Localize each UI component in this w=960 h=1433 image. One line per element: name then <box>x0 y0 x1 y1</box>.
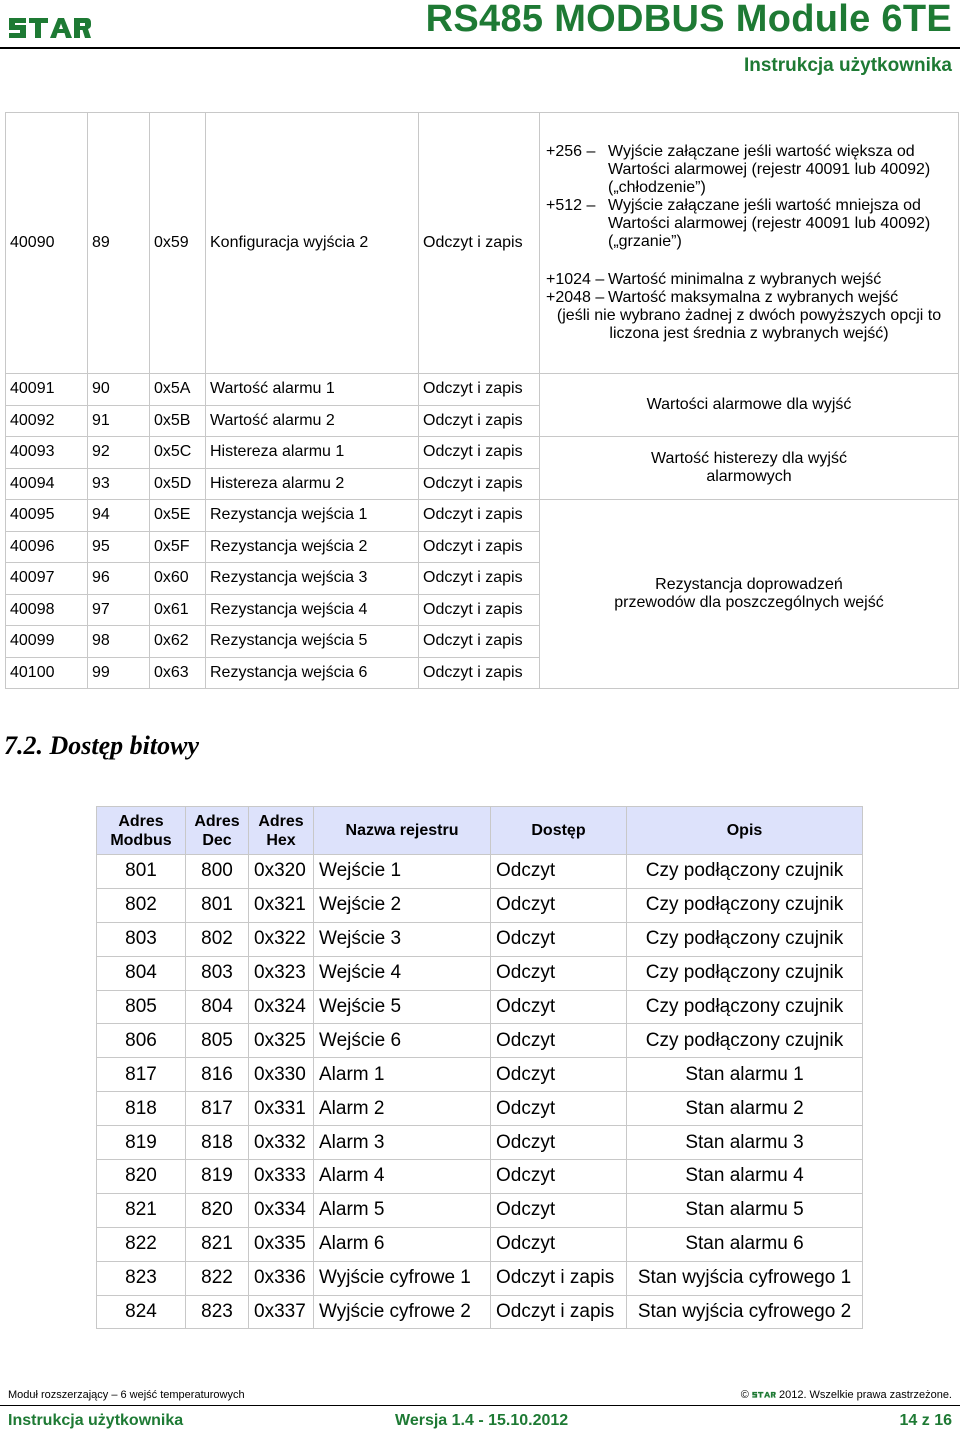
modbus-address-cell: 40098 <box>6 594 88 626</box>
copyright-symbol: © <box>740 1389 749 1401</box>
hex-address-cell: 0x62 <box>150 626 206 658</box>
dec-address-cell: 802 <box>186 922 249 956</box>
document-title: RS485 MODBUS Module 6TE <box>425 0 952 40</box>
dec-address-cell: 800 <box>186 855 249 889</box>
hex-address-cell: 0x320 <box>249 855 314 889</box>
modbus-address-cell: 40095 <box>6 500 88 532</box>
register-name-cell: Histereza alarmu 2 <box>206 468 419 500</box>
option-item <box>546 289 952 307</box>
access-cell: Odczyt i zapis <box>419 626 540 658</box>
hex-address-cell: 0x324 <box>249 990 314 1024</box>
modbus-address-cell: 40096 <box>6 531 88 563</box>
table-row <box>97 956 863 990</box>
dec-address-cell: 91 <box>88 405 150 437</box>
dec-address-cell: 98 <box>88 626 150 658</box>
register-name-cell: Rezystancja wejścia 3 <box>206 563 419 595</box>
footer-rule <box>0 1405 960 1406</box>
access-cell: Odczyt <box>491 1227 627 1261</box>
description-cell: Czy podłączony czujnik <box>627 1024 863 1058</box>
register-name-cell: Rezystancja wejścia 6 <box>206 657 419 689</box>
table-row <box>97 922 863 956</box>
hex-address-cell: 0x63 <box>150 657 206 689</box>
register-name-cell: Alarm 2 <box>314 1092 491 1126</box>
access-cell: Odczyt <box>491 1092 627 1126</box>
hex-address-cell: 0x335 <box>249 1227 314 1261</box>
table-row <box>6 374 959 406</box>
description-cell: Czy podłączony czujnik <box>627 956 863 990</box>
table-row <box>6 500 959 532</box>
table-row <box>97 888 863 922</box>
register-name-cell: Wejście 2 <box>314 888 491 922</box>
hex-address-cell: 0x59 <box>150 113 206 374</box>
option-text: Wartość maksymalna z wybranych wejść <box>608 289 899 306</box>
hex-address-cell: 0x61 <box>150 594 206 626</box>
table-row <box>97 855 863 889</box>
modbus-address-cell: 40094 <box>6 468 88 500</box>
modbus-address-cell: 805 <box>97 990 186 1024</box>
modbus-address-cell: 817 <box>97 1058 186 1092</box>
modbus-address-cell: 804 <box>97 956 186 990</box>
dec-address-cell: 95 <box>88 531 150 563</box>
bit-access-table <box>96 806 863 1329</box>
dec-address-cell: 821 <box>186 1227 249 1261</box>
access-cell: Odczyt i zapis <box>419 405 540 437</box>
dec-address-cell: 817 <box>186 1092 249 1126</box>
dec-address-cell: 93 <box>88 468 150 500</box>
bit-access-table-body <box>97 855 863 1329</box>
table-row <box>97 1058 863 1092</box>
table-row <box>97 1024 863 1058</box>
option-code: +512 – <box>546 197 596 214</box>
access-cell: Odczyt i zapis <box>419 437 540 469</box>
dec-address-cell: 804 <box>186 990 249 1024</box>
dec-address-cell: 803 <box>186 956 249 990</box>
option-item <box>546 271 952 289</box>
option-item <box>546 143 952 197</box>
register-name-cell: Wejście 6 <box>314 1024 491 1058</box>
access-cell: Odczyt <box>491 990 627 1024</box>
modbus-address-cell: 40090 <box>6 113 88 374</box>
column-header-access: Dostęp <box>491 807 627 855</box>
hex-address-cell: 0x5A <box>150 374 206 406</box>
table-row <box>97 1160 863 1194</box>
modbus-address-cell: 40093 <box>6 437 88 469</box>
access-cell: Odczyt i zapis <box>419 468 540 500</box>
dec-address-cell: 99 <box>88 657 150 689</box>
description-cell: Stan wyjścia cyfrowego 1 <box>627 1261 863 1295</box>
register-name-cell: Wejście 5 <box>314 990 491 1024</box>
dec-address-cell: 97 <box>88 594 150 626</box>
dec-address-cell: 816 <box>186 1058 249 1092</box>
description-cell: Stan alarmu 4 <box>627 1160 863 1194</box>
column-header-dec: Adres Dec <box>186 807 249 855</box>
access-cell: Odczyt i zapis <box>419 374 540 406</box>
hex-address-cell: 0x331 <box>249 1092 314 1126</box>
register-name-cell: Alarm 5 <box>314 1193 491 1227</box>
modbus-address-cell: 801 <box>97 855 186 889</box>
description-cell: Czy podłączony czujnik <box>627 922 863 956</box>
register-name-cell: Wejście 3 <box>314 922 491 956</box>
hex-address-cell: 0x323 <box>249 956 314 990</box>
table-header-row <box>97 807 863 855</box>
access-cell: Odczyt <box>491 922 627 956</box>
access-cell: Odczyt i zapis <box>491 1295 627 1329</box>
hex-address-cell: 0x333 <box>249 1160 314 1194</box>
access-cell: Odczyt <box>491 1024 627 1058</box>
access-cell: Odczyt <box>491 1193 627 1227</box>
footer-page-number: 14 z 16 <box>899 1412 952 1429</box>
access-cell: Odczyt i zapis <box>419 657 540 689</box>
modbus-address-cell: 821 <box>97 1193 186 1227</box>
option-note: (jeśli nie wybrano żadnej z dwóch powyższych opcji to liczona jest średnia z wybranych wejść) <box>556 307 942 342</box>
access-cell: Odczyt <box>491 855 627 889</box>
dec-address-cell: 801 <box>186 888 249 922</box>
access-cell: Odczyt i zapis <box>491 1261 627 1295</box>
modbus-address-cell: 820 <box>97 1160 186 1194</box>
modbus-address-cell: 40099 <box>6 626 88 658</box>
access-cell: Odczyt i zapis <box>419 594 540 626</box>
footer-version: Wersja 1.4 - 15.10.2012 <box>395 1412 569 1429</box>
star-logo <box>8 14 92 40</box>
register-name-cell: Alarm 6 <box>314 1227 491 1261</box>
access-cell: Odczyt i zapis <box>419 113 540 374</box>
modbus-address-cell: 823 <box>97 1261 186 1295</box>
column-header-description: Opis <box>627 807 863 855</box>
hex-address-cell: 0x5E <box>150 500 206 532</box>
register-name-cell: Rezystancja wejścia 2 <box>206 531 419 563</box>
table-row <box>97 990 863 1024</box>
header-rule <box>0 47 960 49</box>
register-name-cell: Wyjście cyfrowe 2 <box>314 1295 491 1329</box>
access-cell: Odczyt <box>491 956 627 990</box>
table-row <box>6 437 959 469</box>
register-name-cell: Rezystancja wejścia 1 <box>206 500 419 532</box>
table-row <box>97 1193 863 1227</box>
star-logo-small <box>752 1390 776 1399</box>
modbus-address-cell: 824 <box>97 1295 186 1329</box>
access-cell: Odczyt i zapis <box>419 563 540 595</box>
table-row <box>97 1295 863 1329</box>
table-row <box>97 1126 863 1160</box>
modbus-address-cell: 818 <box>97 1092 186 1126</box>
description-cell: Stan alarmu 3 <box>627 1126 863 1160</box>
table-row <box>6 113 959 374</box>
register-name-cell: Alarm 1 <box>314 1058 491 1092</box>
option-item <box>546 197 952 251</box>
modbus-address-cell: 806 <box>97 1024 186 1058</box>
hex-address-cell: 0x337 <box>249 1295 314 1329</box>
modbus-address-cell: 822 <box>97 1227 186 1261</box>
option-code: +256 – <box>546 143 596 160</box>
resistance-description-text: Rezystancja doprowadzeń przewodów dla poszczególnych wejść <box>614 576 884 611</box>
dec-address-cell: 820 <box>186 1193 249 1227</box>
footer-copyright <box>741 1389 952 1401</box>
dec-address-cell: 823 <box>186 1295 249 1329</box>
modbus-address-cell: 40100 <box>6 657 88 689</box>
register-name-cell: Rezystancja wejścia 5 <box>206 626 419 658</box>
option-text: Wyjście załączane jeśli wartość większa od Wartości alarmowej (rejestr 40091 lub 40092) („chłodzenie”) <box>608 143 931 196</box>
column-header-hex: Adres Hex <box>249 807 314 855</box>
register-name-cell: Wartość alarmu 2 <box>206 405 419 437</box>
hex-address-cell: 0x60 <box>150 563 206 595</box>
hex-address-cell: 0x336 <box>249 1261 314 1295</box>
option-code: +1024 – <box>546 271 605 288</box>
document-subtitle: Instrukcja użytkownika <box>743 55 952 76</box>
hysteresis-description <box>540 437 959 500</box>
hex-address-cell: 0x325 <box>249 1024 314 1058</box>
modbus-address-cell: 802 <box>97 888 186 922</box>
hex-address-cell: 0x5D <box>150 468 206 500</box>
hex-address-cell: 0x334 <box>249 1193 314 1227</box>
register-name-cell: Wyjście cyfrowe 1 <box>314 1261 491 1295</box>
copyright-text: 2012. Wszelkie prawa zastrzeżone. <box>778 1389 952 1401</box>
access-cell: Odczyt <box>491 1126 627 1160</box>
hex-address-cell: 0x5F <box>150 531 206 563</box>
dec-address-cell: 89 <box>88 113 150 374</box>
access-cell: Odczyt i zapis <box>419 500 540 532</box>
register-name-cell: Wejście 1 <box>314 855 491 889</box>
modbus-address-cell: 40092 <box>6 405 88 437</box>
option-text: Wartość minimalna z wybranych wejść <box>608 271 882 288</box>
hex-address-cell: 0x322 <box>249 922 314 956</box>
hex-address-cell: 0x321 <box>249 888 314 922</box>
dec-address-cell: 805 <box>186 1024 249 1058</box>
table-row <box>97 1092 863 1126</box>
register-table-continued <box>5 112 959 689</box>
modbus-address-cell: 819 <box>97 1126 186 1160</box>
column-header-name: Nazwa rejestru <box>314 807 491 855</box>
description-cell: Stan alarmu 5 <box>627 1193 863 1227</box>
dec-address-cell: 819 <box>186 1160 249 1194</box>
modbus-address-cell: 40091 <box>6 374 88 406</box>
footer-manual: Instrukcja użytkownika <box>8 1412 184 1429</box>
register-name-cell: Rezystancja wejścia 4 <box>206 594 419 626</box>
description-cell: Czy podłączony czujnik <box>627 888 863 922</box>
option-code: +2048 – <box>546 289 605 306</box>
dec-address-cell: 822 <box>186 1261 249 1295</box>
register-name-cell: Alarm 4 <box>314 1160 491 1194</box>
column-header-modbus: Adres Modbus <box>97 807 186 855</box>
register-name-cell: Alarm 3 <box>314 1126 491 1160</box>
table-row <box>97 1227 863 1261</box>
modbus-address-cell: 40097 <box>6 563 88 595</box>
alarm-values-description: Wartości alarmowe dla wyjść <box>540 374 959 437</box>
access-cell: Odczyt <box>491 1160 627 1194</box>
dec-address-cell: 90 <box>88 374 150 406</box>
section-heading: 7.2. Dostęp bitowy <box>4 731 199 760</box>
option-text: Wyjście załączane jeśli wartość mniejsza od Wartości alarmowej (rejestr 40091 lub 40092) („grzanie”) <box>608 197 931 250</box>
register-name-cell: Histereza alarmu 1 <box>206 437 419 469</box>
register-name-cell: Wartość alarmu 1 <box>206 374 419 406</box>
resistance-description <box>540 500 959 689</box>
register-name-cell: Wejście 4 <box>314 956 491 990</box>
access-cell: Odczyt <box>491 888 627 922</box>
description-cell: Czy podłączony czujnik <box>627 990 863 1024</box>
footer-module-name: Moduł rozszerzający – 6 wejść temperaturowych <box>8 1389 245 1401</box>
hex-address-cell: 0x5B <box>150 405 206 437</box>
access-cell: Odczyt <box>491 1058 627 1092</box>
dec-address-cell: 96 <box>88 563 150 595</box>
register-name-cell: Konfiguracja wyjścia 2 <box>206 113 419 374</box>
hex-address-cell: 0x5C <box>150 437 206 469</box>
dec-address-cell: 818 <box>186 1126 249 1160</box>
description-cell: Czy podłączony czujnik <box>627 855 863 889</box>
hysteresis-description-text: Wartość histerezy dla wyjść alarmowych <box>651 450 847 485</box>
hex-address-cell: 0x332 <box>249 1126 314 1160</box>
config-options-cell <box>540 113 959 374</box>
description-cell: Stan alarmu 1 <box>627 1058 863 1092</box>
description-cell: Stan wyjścia cyfrowego 2 <box>627 1295 863 1329</box>
access-cell: Odczyt i zapis <box>419 531 540 563</box>
description-cell: Stan alarmu 6 <box>627 1227 863 1261</box>
modbus-address-cell: 803 <box>97 922 186 956</box>
description-cell: Stan alarmu 2 <box>627 1092 863 1126</box>
dec-address-cell: 92 <box>88 437 150 469</box>
hex-address-cell: 0x330 <box>249 1058 314 1092</box>
table-row <box>97 1261 863 1295</box>
dec-address-cell: 94 <box>88 500 150 532</box>
